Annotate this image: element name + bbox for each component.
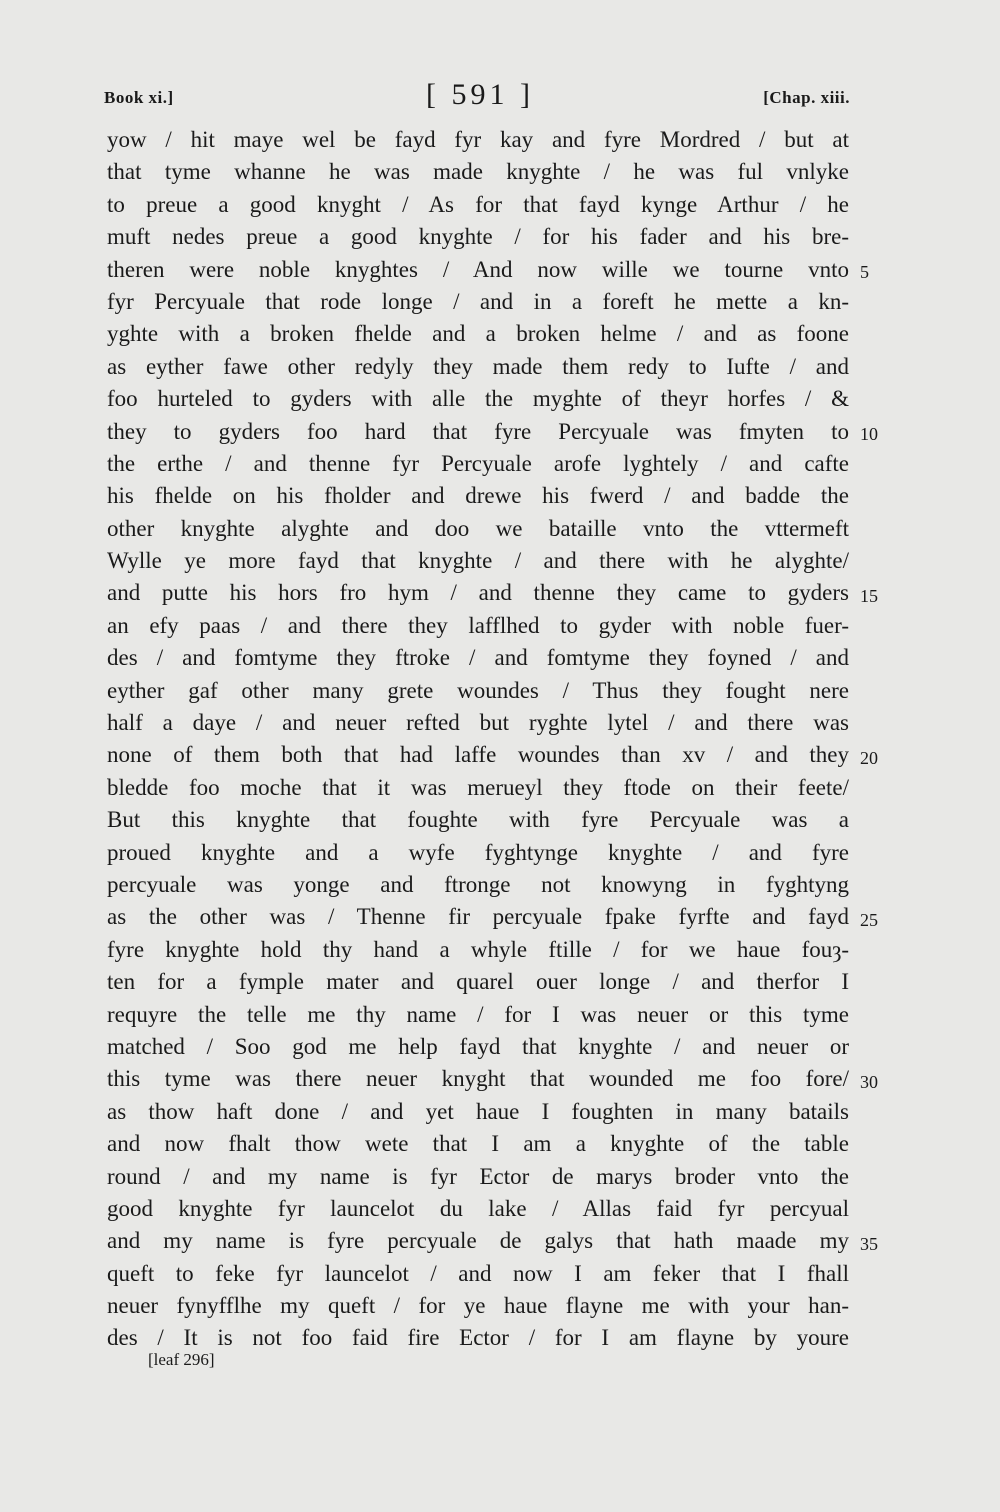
text-line: as the other was / Thenne fir percyuale fpake fyrfte and fayd xyxy=(107,904,849,930)
leaf-note: [leaf 296] xyxy=(148,1350,215,1369)
text-line: other knyghte alyghte and doo we bataille vnto the vttermeft xyxy=(107,515,849,541)
line-number: 10 xyxy=(860,423,878,444)
text-line: eyther gaf other many grete woundes / Thus they fought nere xyxy=(107,677,849,703)
text-line: neuer fynyfflhe my queft / for ye haue flayne me with your han- xyxy=(107,1293,849,1319)
text-line: foo hurteled to gyders with alle the myghte of theyr horfes / & xyxy=(107,386,849,412)
line-number: 25 xyxy=(860,909,878,930)
line-number: 35 xyxy=(860,1233,878,1254)
text-line: Wylle ye more fayd that knyghte / and there with he alyghte/ xyxy=(107,548,849,574)
text-line: bledde foo moche that it was merueyl they ftode on their feete/ xyxy=(107,774,849,800)
text-line: percyuale was yonge and ftronge not knowyng in fyghtyng xyxy=(107,871,849,897)
text-line: round / and my name is fyr Ector de marys broder vnto the xyxy=(107,1163,849,1189)
line-number: 20 xyxy=(860,747,878,768)
text-line: this tyme was there neuer knyght that wounded me foo fore/ xyxy=(107,1066,849,1092)
text-line: yghte with a broken fhelde and a broken helme / and as foone xyxy=(107,321,849,347)
text-line: ten for a fymple mater and quarel ouer longe / and therfor I xyxy=(107,969,849,995)
text-line: and putte his hors fro hym / and thenne they came to gyders xyxy=(107,580,849,606)
text-line: as eyther fawe other redyly they made them redy to Iufte / and xyxy=(107,353,849,379)
text-line: proued knyghte and a wyfe fyghtynge knyghte / and fyre xyxy=(107,839,849,865)
line-number: 5 xyxy=(860,261,869,282)
line-number: 15 xyxy=(860,585,878,606)
text-line: an efy paas / and there they lafflhed to gyder with noble fuer- xyxy=(107,612,849,638)
chapter-number: [Chap. xiii. xyxy=(763,88,850,107)
text-line: fyre knyghte hold thy hand a whyle ftille / for we haue fouȝ- xyxy=(107,936,849,962)
text-line: half a daye / and neuer refted but ryghte lytel / and there was xyxy=(107,710,849,736)
text-line: muft nedes preue a good knyghte / for his fader and his bre- xyxy=(107,224,849,250)
book-number: Book xi.] xyxy=(104,88,174,107)
line-number: 30 xyxy=(860,1071,878,1092)
text-line: none of them both that had laffe woundes than xv / and they xyxy=(107,742,849,768)
text-line: to preue a good knyght / As for that fayd kynge Arthur / he xyxy=(107,191,849,217)
text-line: good knyghte fyr launcelot du lake / Allas faid fyr percyual xyxy=(107,1195,849,1221)
running-header xyxy=(104,78,850,118)
text-line: matched / Soo god me help fayd that knyghte / and neuer or xyxy=(107,1033,849,1059)
text-line: his fhelde on his fholder and drewe his fwerd / and badde the xyxy=(107,483,849,509)
text-line: that tyme whanne he was made knyghte / he was ful vnlyke xyxy=(107,159,849,185)
text-line: yow / hit maye wel be fayd fyr kay and fyre Mordred / but at xyxy=(107,127,849,152)
text-line: des / It is not foo faid fire Ector / for I am flayne by youre xyxy=(107,1325,849,1351)
text-line: theren were noble knyghtes / And now wille we tourne vnto xyxy=(107,256,849,282)
text-line: and now fhalt thow wete that I am a knyghte of the table xyxy=(107,1131,849,1157)
text-line: they to gyders foo hard that fyre Percyuale was fmyten to xyxy=(107,418,849,444)
text-line: fyr Percyuale that rode longe / and in a foreft he mette a kn- xyxy=(107,288,849,314)
page-number: [ 591 ] xyxy=(426,78,534,111)
text-line: and my name is fyre percyuale de galys that hath maade my xyxy=(107,1228,849,1254)
body-text xyxy=(107,124,849,1355)
text-line: des / and fomtyme they ftroke / and fomtyme they foyned / and xyxy=(107,645,849,671)
text-line: the erthe / and thenne fyr Percyuale arofe lyghtely / and cafte xyxy=(107,450,849,476)
text-line: queft to feke fyr launcelot / and now I am feker that I fhall xyxy=(107,1260,849,1286)
text-line: as thow haft done / and yet haue I foughten in many batails xyxy=(107,1098,849,1124)
text-line: But this knyghte that foughte with fyre Percyuale was a xyxy=(107,807,849,833)
text-line: requyre the telle me thy name / for I was neuer or this tyme xyxy=(107,1001,849,1027)
